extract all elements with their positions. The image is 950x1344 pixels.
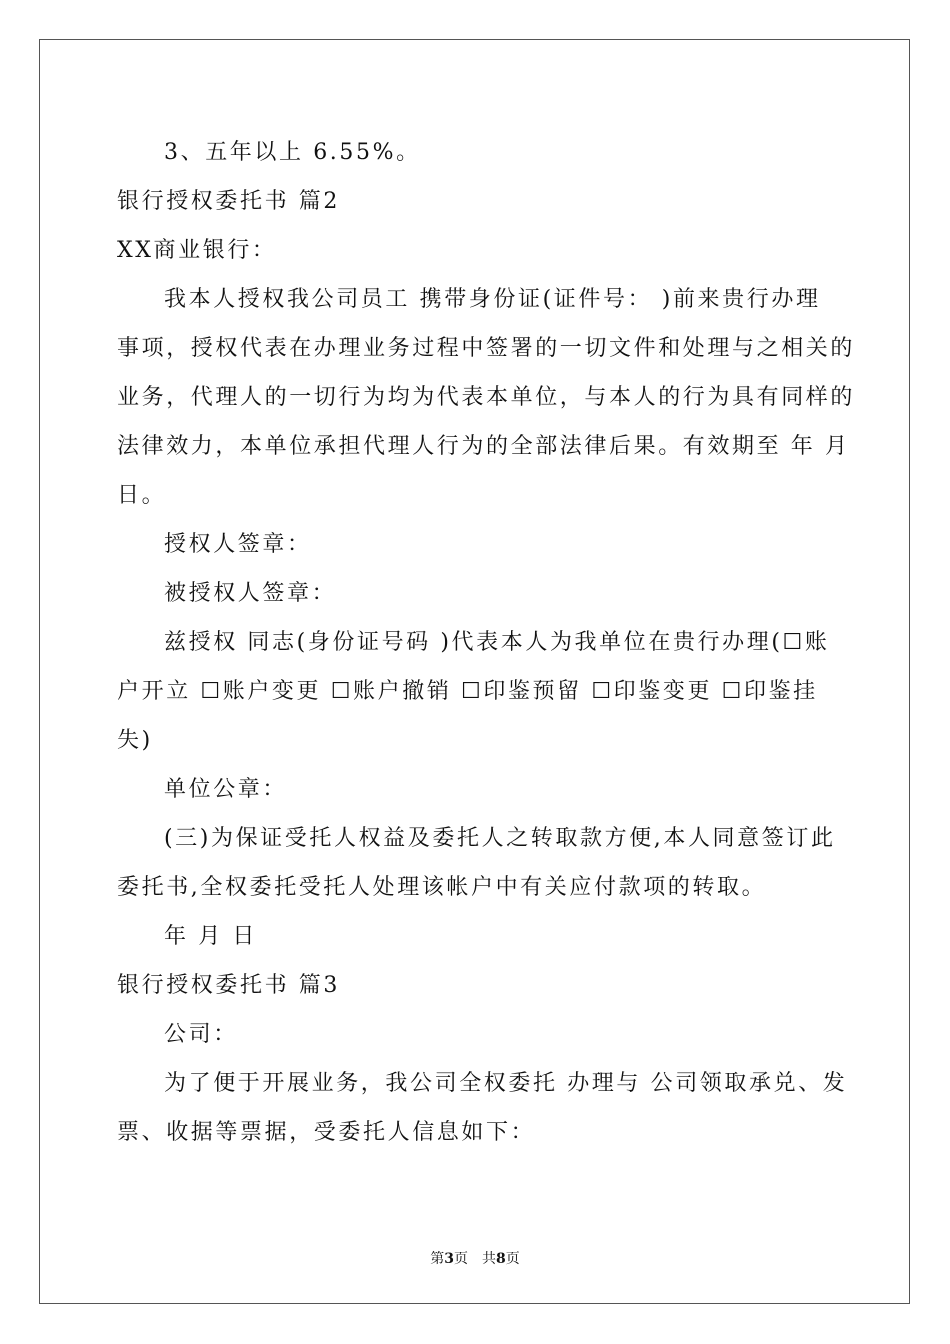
seal-label: 单位公章： xyxy=(164,777,288,802)
text-line: (三)为保证受托人权益及委托人之转取款方便,本人同意签订此 xyxy=(164,826,836,851)
page-footer xyxy=(0,1248,950,1268)
date-line: 年 月 日 xyxy=(164,924,257,949)
document-body xyxy=(117,128,856,1157)
page-number-total: 8 xyxy=(496,1251,506,1267)
addressee: XX商业银行： xyxy=(117,238,277,263)
footer-prefix: 第 xyxy=(430,1251,445,1267)
text-line: 法律效力，本单位承担代理人行为的全部法律后果。有效期至 年 月 xyxy=(117,434,850,459)
text-line: 失) xyxy=(117,728,153,753)
text-line: 日。 xyxy=(117,483,167,508)
footer-suffix: 页 xyxy=(505,1251,520,1267)
footer-mid: 页 共 xyxy=(454,1251,496,1267)
text-line: 我本人授权我公司员工 携带身份证(证件号： )前来贵行办理 xyxy=(164,287,821,312)
text-line: 3、五年以上 6.55%。 xyxy=(164,140,421,165)
text-line: 委托书,全权委托受托人处理该帐户中有关应付款项的转取。 xyxy=(117,875,767,900)
page-number-current: 3 xyxy=(444,1251,454,1267)
section-heading: 银行授权委托书 篇3 xyxy=(117,973,340,998)
section-heading: 银行授权委托书 篇2 xyxy=(117,189,340,214)
signature-label: 被授权人签章： xyxy=(164,581,337,606)
addressee: 公司： xyxy=(164,1022,238,1047)
text-line: 兹授权 同志(身份证号码 )代表本人为我单位在贵行办理(☐账 xyxy=(164,630,830,655)
text-line: 票、收据等票据，受委托人信息如下： xyxy=(117,1120,536,1145)
text-line: 为了便于开展业务，我公司全权委托 办理与 公司领取承兑、发 xyxy=(164,1071,848,1096)
signature-label: 授权人签章： xyxy=(164,532,312,557)
text-line: 户开立 ☐账户变更 ☐账户撤销 ☐印鉴预留 ☐印鉴变更 ☐印鉴挂 xyxy=(117,679,818,704)
text-line: 业务，代理人的一切行为均为代表本单位，与本人的行为具有同样的 xyxy=(117,385,856,410)
text-line: 事项，授权代表在办理业务过程中签署的一切文件和处理与之相关的 xyxy=(117,336,856,361)
